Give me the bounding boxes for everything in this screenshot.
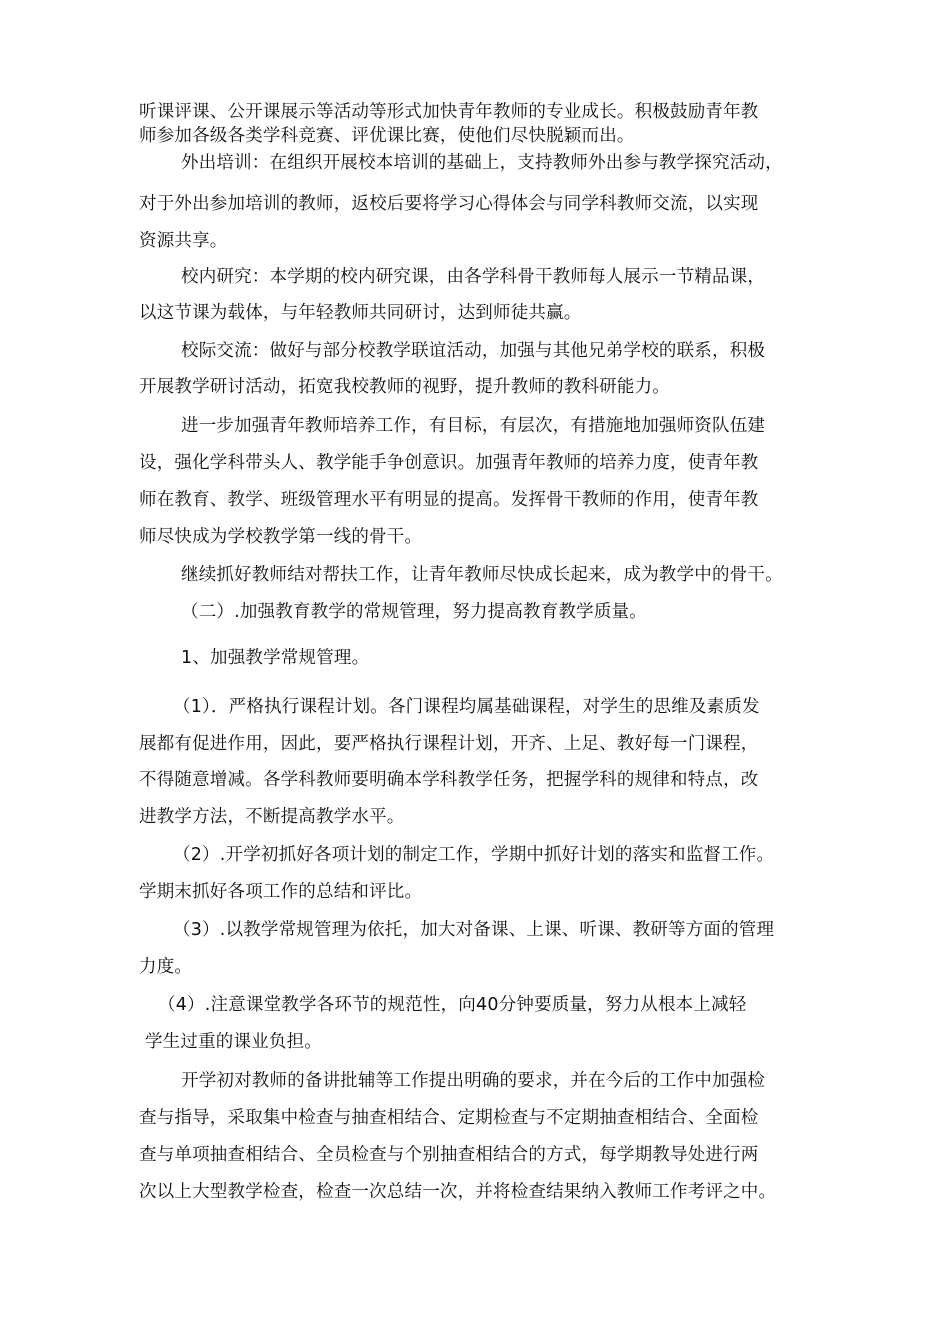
section-heading: （二）.加强教育教学的常规管理，努力提高教育教学质量。	[181, 602, 647, 622]
text-line: （2）.开学初抓好各项计划的制定工作，学期中抓好计划的落实和监督工作。	[173, 845, 775, 865]
text-line: 师参加各级各类学科竞赛、评优课比赛，使他们尽快脱颖而出。	[139, 126, 635, 146]
text-line: 进一步加强青年教师培养工作，有目标，有层次，有措施地加强师资队伍建	[181, 416, 766, 436]
text-line: 学生过重的课业负担。	[145, 1032, 322, 1052]
text-line: （4）.注意课堂教学各环节的规范性，向40分钟要质量，努力从根本上减轻	[158, 995, 747, 1015]
text-line: （3）.以教学常规管理为依托，加大对备课、上课、听课、教研等方面的管理	[173, 920, 775, 940]
text-line: 不得随意增减。各学科教师要明确本学科教学任务，把握学科的规律和特点，改	[139, 770, 759, 790]
text-line: 次以上大型教学检查，检查一次总结一次，并将检查结果纳入教师工作考评之中。	[139, 1182, 777, 1202]
text-line: 对于外出参加培训的教师，返校后要将学习心得体会与同学科教师交流，以实现	[139, 194, 759, 214]
text-line: 以这节课为载体，与年轻教师共同研讨，达到师徒共赢。	[139, 303, 582, 323]
text-line: 外出培训：在组织开展校本培训的基础上，支持教师外出参与教学探究活动，	[181, 153, 783, 173]
text-line: 听课评课、公开课展示等活动等形式加快青年教师的专业成长。积极鼓励青年教	[139, 102, 759, 122]
text-line: 校内研究：本学期的校内研究课，由各学科骨干教师每人展示一节精品课，	[181, 267, 766, 287]
text-line: 查与单项抽查相结合、全员检查与个别抽查相结合的方式，每学期教导处进行两	[139, 1145, 759, 1165]
text-line: 查与指导，采取集中检查与抽查相结合、定期检查与不定期抽查相结合、全面检	[139, 1108, 759, 1128]
text-line: （1）．严格执行课程计划。各门课程均属基础课程，对学生的思维及素质发	[173, 697, 760, 717]
text-line: 继续抓好教师结对帮扶工作，让青年教师尽快成长起来，成为教学中的骨干。	[181, 565, 783, 585]
text-line: 学期末抓好各项工作的总结和评比。	[139, 882, 423, 902]
text-line: 师尽快成为学校教学第一线的骨干。	[139, 527, 423, 547]
text-line: 师在教育、教学、班级管理水平有明显的提高。发挥骨干教师的作用，使青年教	[139, 490, 759, 510]
text-line: 资源共享。	[139, 231, 228, 251]
text-line: 进教学方法，不断提高教学水平。	[139, 807, 405, 827]
text-line: 开学初对教师的备讲批辅等工作提出明确的要求，并在今后的工作中加强检	[181, 1071, 766, 1091]
text-line: 开展教学研讨活动，拓宽我校教师的视野，提升教师的教科研能力。	[139, 377, 670, 397]
text-line: 力度。	[139, 957, 193, 977]
text-line: 校际交流：做好与部分校教学联谊活动，加强与其他兄弟学校的联系，积极	[181, 341, 766, 361]
subsection-heading: 1、加强教学常规管理。	[181, 648, 370, 668]
text-line: 展都有促进作用，因此，要严格执行课程计划，开齐、上足、教好每一门课程，	[139, 734, 759, 754]
text-line: 设，强化学科带头人、教学能手争创意识。加强青年教师的培养力度，使青年教	[139, 453, 759, 473]
